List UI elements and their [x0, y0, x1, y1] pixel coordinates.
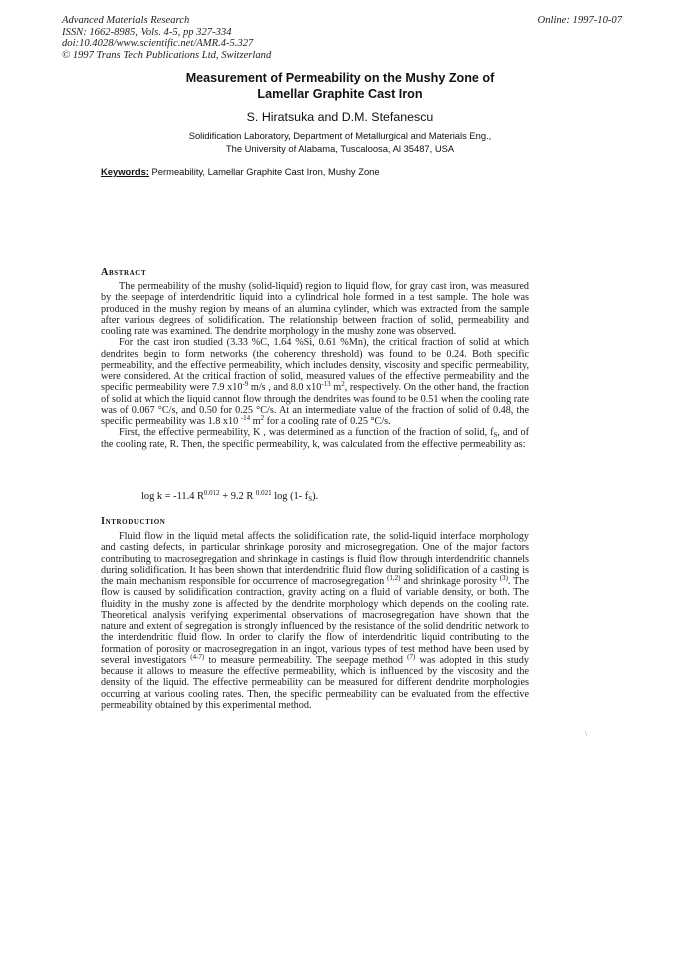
keywords [101, 166, 581, 177]
title-line-2: Lamellar Graphite Cast Iron [257, 87, 423, 101]
journal-name: Advanced Materials Research [62, 15, 190, 26]
paper-title [100, 70, 580, 102]
introduction-heading: Introduction [101, 516, 166, 527]
online-date: Online: 1997-10-07 [537, 15, 622, 26]
keywords-label: Keywords: [101, 166, 149, 177]
running-header [62, 15, 622, 61]
issn-line: ISSN: 1662-8985, Vols. 4-5, pp 327-334 [62, 26, 232, 38]
affiliation-line-2: The University of Alabama, Tuscaloosa, Al 35487, USA [225, 142, 455, 154]
affiliation [100, 130, 580, 156]
stray-scan-mark: \ [585, 730, 587, 738]
title-line-1: Measurement of Permeability on the Mushy Zone of [185, 71, 495, 85]
affiliation-line-1: Solidification Laboratory, Department of Metallurgical and Materials Eng., [188, 130, 492, 141]
keywords-text: Permeability, Lamellar Graphite Cast Iron, Mushy Zone [151, 166, 380, 177]
permeability-equation: log k = -11.4 $R^{0.012} + 9.2$ R $^{0.021}$ log (1- $f_S$). [141, 489, 319, 503]
abstract-body [101, 281, 529, 450]
abstract-paragraph-3: First, the effective permeability, K , was determined as a function of the fraction of solid, $f_S$, and of the cooling rate, R. Then, the specific permeability, k, was calculated from the effective permeability as: [101, 427, 529, 450]
abstract-heading: Abstract [101, 267, 147, 278]
doi-line: doi:10.4028/www.scientific.net/AMR.4-5.327 [62, 38, 254, 50]
abstract-paragraph-2: For the cast iron studied (3.33 %C, 1.64 %Si, 0.61 %Mn), the critical fraction of solid at which dendrites begin to form networks (the coherency threshold) was found to be 0.24. Both specific permeability, and the effective permeability, which includes density, viscosity and specific permeability, were considered. At the critical fraction of solid, measured values of the effective permeability and the specific permeability were 7.9 $x10^{-9}$ m/s , and 8.0 $x10^{-13}$ $m^2$, respectively. On the other hand, the fraction of solid at which the liquid cannot flow through the dendrites was found to be 0.51 when the cooling rate was of 0.067 °C/s, and 0.50 for 0.25 °C/s. At an intermediate value of the fraction of solid of 0.48, the specific permeability was 1.8 x10 $^{-14}$ $m^2$ for a cooling rate of 0.25 °C/s. [101, 337, 529, 427]
introduction-paragraph: Fluid flow in the liquid metal affects the solidification rate, the solid-liquid interface morphology and casting defects, in particular shrinkage porosity and microsegregation. One of the major factors contributing to macrosegregation and shrinkage in castings is fluid flow through interdendritic channels during solidification. It has been shown that interdendritic fluid flow during solidification of a casting is the main mechanism responsible for occurrence of macrosegregation $^{(1,2)}$ and shrinkage porosity $^{(3)}$. The flow is caused by solidification contraction, gravity acting on a fluid of variable density, or both. The fluidity in the mushy zone is affected by the dendrite morphology which depends on the cooling rate. Theoretical analysis verifying experimental observations of macrosegregation have shown that the nature and extent of segregation is strongly influenced by the resistance of the solid dendritic network to the interdendritic fluid flow. In order to clarify the flow of interdendritic liquid contributing to the formation of porosity or macrosegregation in an ingot, various types of test method have been used by several investigators $^{(4-7)}$ to measure permeability. The seepage method $^{(7)}$ was adopted in this study because it allows to measure the effective permeability, which is influenced by the viscosity and the density of the liquid. The effective permeability can be measured for different dendrite morphologies occurring at various cooling rates. Then, the specific permeability can be evaluated from the effective permeability obtained by this experimental method. [101, 531, 529, 711]
abstract-paragraph-1: The permeability of the mushy (solid-liquid) region to liquid flow, for gray cast iron, was measured by the seepage of interdendritic liquid into a cylindrical hole formed in a test sample. The hole was produced in the mushy region by means of an alumina cylinder, which was extracted from the sample after various degrees of solidification. The relationship between fraction of solid, permeability and cooling rate was examined. The dendrite morphology in the mushy zone was observed. [101, 281, 529, 337]
introduction-body [101, 531, 529, 711]
authors: S. Hiratsuka and D.M. Stefanescu [246, 110, 434, 124]
copyright-line: © 1997 Trans Tech Publications Ltd, Switzerland [62, 49, 272, 61]
